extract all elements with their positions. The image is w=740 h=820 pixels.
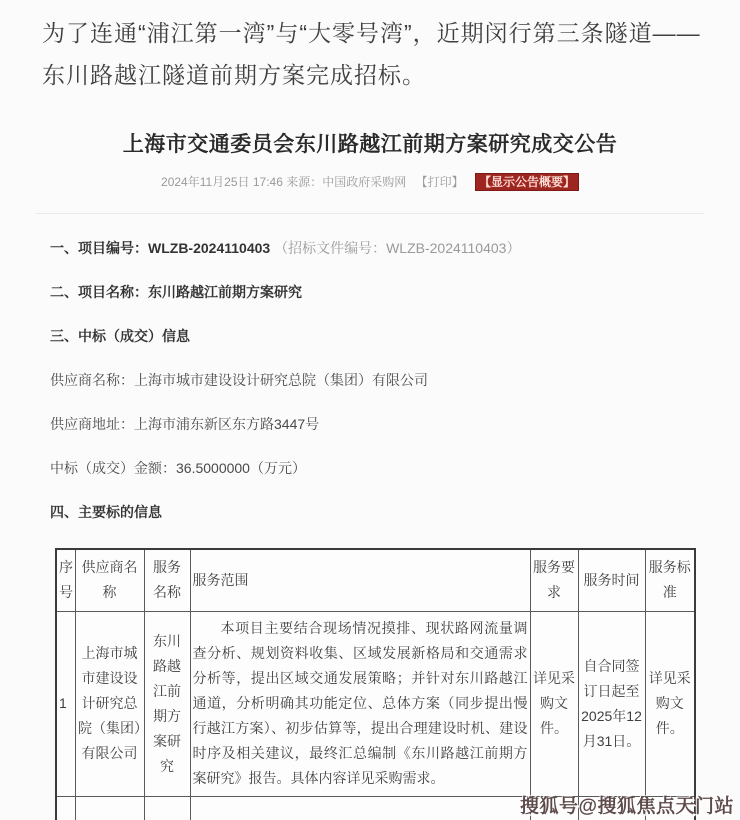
print-link[interactable]: 【打印】: [415, 175, 464, 189]
announcement-body: [50, 240, 700, 521]
header-service-time: 服务时间: [578, 549, 645, 611]
show-summary-badge[interactable]: 【显示公告概要】: [475, 173, 579, 191]
cell-service-time: 自合同签订日起至2025年12月31日。: [578, 611, 645, 796]
header-supplier: 供应商名称: [75, 549, 144, 611]
award-details-table: [55, 548, 696, 820]
header-service-std: 服务标准: [645, 549, 695, 611]
supplier-name-line: 供应商名称：上海市城市建设设计研究总院（集团）有限公司: [50, 372, 428, 388]
supplier-address-line: 供应商地址：上海市浦东新区东方路3447号: [50, 416, 320, 432]
service-scope-text: 本项目主要结合现场情况摸排、现状路网流量调查分析、规划资料收集、区域发展新格局和交通需求分析等，提出区域交通发展策略；并针对东川路越江通道，分析明确其功能定位、总体方案（同步提出慢行越江方案）、初步估算等，提出合理建设时机、建设时序及相关建议，最终汇总编制《东川路越江前期方案研究》报告。具体内容详见采购需求。: [192, 620, 528, 786]
section-main-subject-heading: 四、主要标的信息: [50, 504, 162, 520]
cell-serial-no: 1: [56, 611, 75, 796]
empty-cell: [144, 796, 190, 820]
meta-datetime-source: 2024年11月25日 17:46 来源：中国政府采购网: [161, 175, 407, 189]
meta-divider: [36, 213, 704, 214]
announcement-title: 上海市交通委员会东川路越江前期方案研究成交公告: [122, 133, 618, 156]
project-number-note: （招标文件编号：WLZB-2024110403）: [274, 240, 521, 256]
cell-service-scope: [190, 611, 530, 796]
header-serial-no: 序号: [56, 549, 75, 611]
intro-paragraph: 为了连通“浦江第一湾”与“大零号湾”，近期闵行第三条隧道——东川路越江隧道前期方案完成招标。: [42, 20, 701, 88]
table-row: [56, 611, 695, 796]
empty-cell: [56, 796, 75, 820]
cell-supplier: 上海市城市建设设计研究总院（集团）有限公司: [75, 611, 144, 796]
table-header-row: [56, 549, 695, 611]
project-number-label: 一、项目编号：WLZB-2024110403: [50, 240, 271, 256]
announcement-meta: [0, 173, 740, 191]
section-project-number: [50, 240, 700, 257]
award-amount-line: 中标（成交）金额：36.5000000（万元）: [50, 460, 306, 476]
empty-cell: [190, 796, 530, 820]
empty-cell: [75, 796, 144, 820]
cell-service-std: 详见采购文件。: [645, 611, 695, 796]
section-award-info-heading: 三、中标（成交）信息: [50, 328, 190, 344]
header-service-scope: 服务范围: [190, 549, 530, 611]
cell-service-name: 东川路越江前期方案研究: [144, 611, 190, 796]
header-service-req: 服务要求: [530, 549, 578, 611]
cell-service-req: 详见采购文件。: [530, 611, 578, 796]
sohu-watermark: 搜狐号@搜狐焦点天门站: [519, 796, 734, 817]
section-project-name: 二、项目名称：东川路越江前期方案研究: [50, 284, 302, 300]
header-service-name: 服务名称: [144, 549, 190, 611]
